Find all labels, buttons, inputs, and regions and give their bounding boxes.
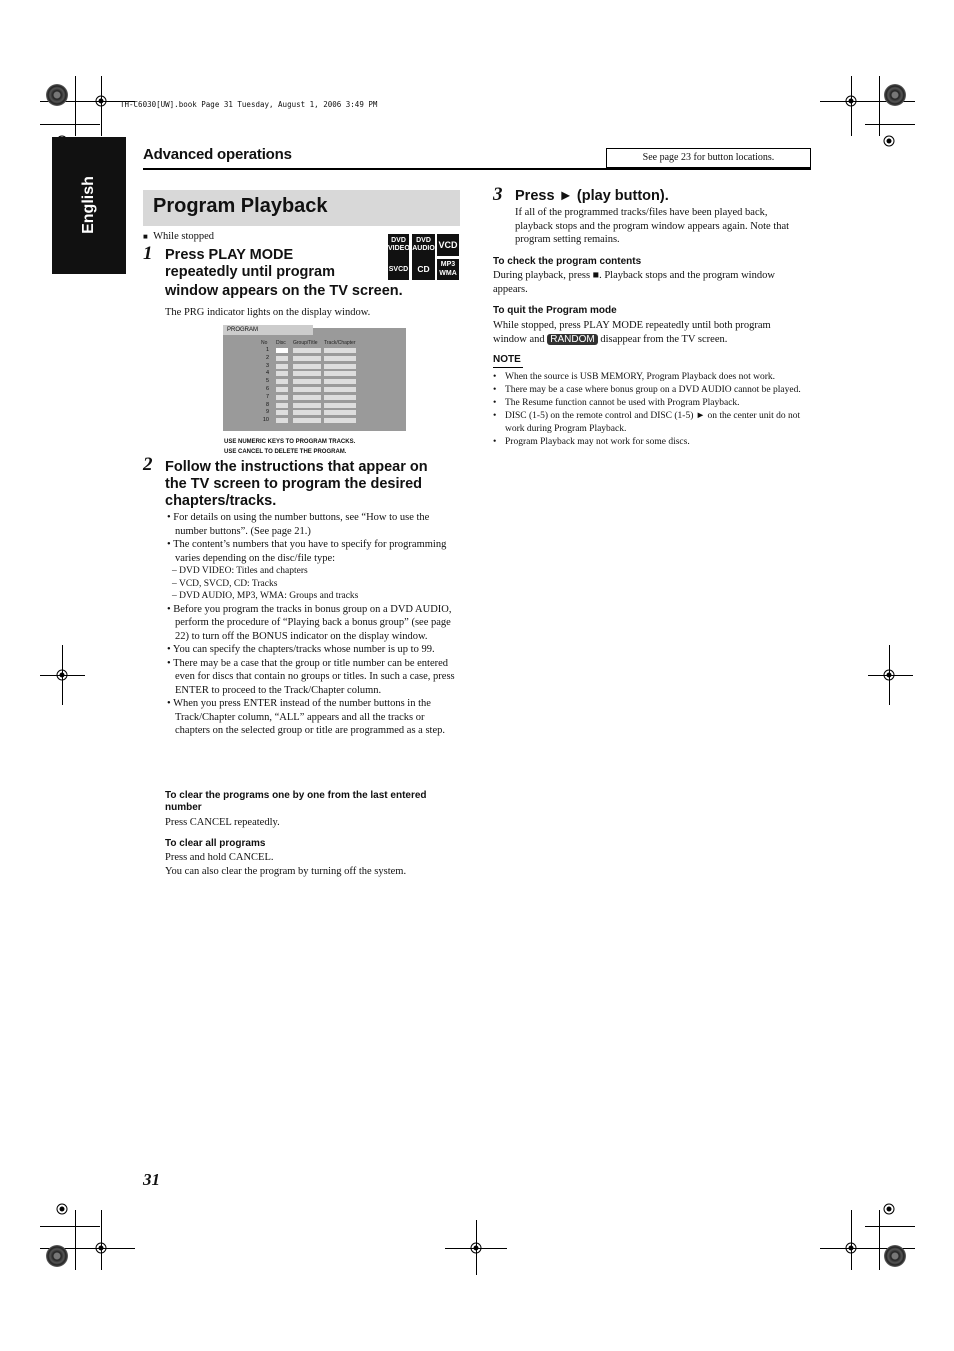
program-row-number: 1 <box>265 347 269 353</box>
note-list <box>493 371 811 449</box>
program-row-number: 3 <box>265 362 269 369</box>
quit-mode-text: While stopped, press PLAY MODE repeatedly until both program window and RANDOM disappear from the TV screen. <box>493 320 771 345</box>
program-cell <box>293 356 321 361</box>
program-cell <box>276 371 288 376</box>
list-item: • The content’s numbers that you have to specify for programming varies depending on the disc/file type: <box>167 539 447 564</box>
crosshair-icon <box>53 666 71 684</box>
program-cell <box>276 387 288 392</box>
program-row-number: 2 <box>265 354 269 361</box>
crosshair-icon <box>880 666 898 684</box>
crosshair-icon <box>467 1239 485 1257</box>
program-cell <box>324 403 356 408</box>
list-item: – DVD VIDEO: Titles and chapters <box>172 566 308 576</box>
program-cell <box>276 348 288 353</box>
clear-one-text: Press CANCEL repeatedly. <box>165 817 280 828</box>
list-item: • You can specify the chapters/tracks whose number is up to 99. <box>167 644 435 655</box>
step2-number: 2 <box>143 454 153 475</box>
crosshair-icon <box>92 92 110 110</box>
program-cell <box>293 379 321 384</box>
print-info: TH-C6030[UW].book Page 31 Tuesday, August 1, 2006 3:49 PM <box>120 100 378 109</box>
program-cell <box>324 387 356 392</box>
step3-heading: Press ► (play button). <box>515 188 669 204</box>
crosshair-icon <box>842 1239 860 1257</box>
precondition-text: While stopped <box>153 231 215 242</box>
program-cell <box>276 403 288 408</box>
badge-svcd: SVCD <box>388 259 409 280</box>
list-item: • Program Playback may not work for some discs. <box>493 437 690 447</box>
badge-dvd-video: DVD VIDEO <box>388 234 409 261</box>
program-row-number: 8 <box>265 401 269 408</box>
program-row-number: 10 <box>262 417 269 424</box>
list-item: • Before you program the tracks in bonus group on a DVD AUDIO, perform the procedure of “Playing back a bonus group” (see page 22) to turn off the BONUS indicator on the display window. <box>167 603 452 642</box>
note-rule <box>493 367 523 368</box>
program-row-number: 5 <box>265 378 269 385</box>
step2-heading: Follow the instructions that appear on the TV screen to program the desired chapters/tracks. <box>165 459 428 509</box>
list-item: • There may be a case that the group or title number can be entered even for discs that contain no groups or titles. In such a case, press ENTER to proceed to the Track/Chapter column. <box>167 657 455 696</box>
program-cell <box>324 348 356 353</box>
step2-bullets <box>165 511 461 738</box>
section-title-box <box>143 190 460 226</box>
page-number: 31 <box>143 1170 160 1189</box>
program-screen-captions <box>224 437 355 457</box>
check-contents-heading: To check the program contents <box>493 256 642 267</box>
step1-number: 1 <box>143 243 153 264</box>
program-cell <box>276 395 288 400</box>
program-cell <box>276 379 288 384</box>
clear-all-heading: To clear all programs <box>165 838 266 849</box>
program-cell <box>324 379 356 384</box>
col-group: Group/Title <box>293 340 318 346</box>
program-cell <box>324 371 356 376</box>
program-row-number: 4 <box>265 370 269 377</box>
precondition <box>143 230 214 244</box>
step1-heading: Press PLAY MODE repeatedly until program window appears on the TV screen. <box>165 247 403 299</box>
header-rule <box>143 168 811 170</box>
clear-all-text2: You can also clear the program by turning off the system. <box>165 866 407 877</box>
badge-cd: CD <box>412 259 435 280</box>
language-tab-label: English <box>80 176 97 234</box>
crosshair-icon <box>53 1200 71 1218</box>
list-item: – DVD AUDIO, MP3, WMA: Groups and tracks <box>172 591 359 601</box>
program-cell <box>324 418 356 423</box>
clear-one-heading: To clear the programs one by one from the last entered number <box>165 790 427 813</box>
program-cell <box>293 387 321 392</box>
list-item: • When you press ENTER instead of the number buttons in the Track/Chapter column, “ALL” appears and all the tracks or chapters on the selected group or title are programmed as a step. <box>167 698 445 736</box>
program-cell <box>324 364 356 369</box>
caption-1: USE NUMERIC KEYS TO PROGRAM TRACKS. <box>224 439 356 445</box>
program-cell <box>293 395 321 400</box>
registration-disc-icon <box>46 1245 68 1267</box>
list-item: • When the source is USB MEMORY, Program Playback does not work. <box>493 372 776 382</box>
crosshair-icon <box>842 92 860 110</box>
see-page-note: See page 23 for button locations. <box>606 148 811 168</box>
program-cell <box>293 403 321 408</box>
list-item: • For details on using the number buttons, see “How to use the number buttons”. (See page 21.) <box>167 512 430 537</box>
check-contents-text: During playback, press ■. Playback stops and the program window appears. <box>493 270 775 295</box>
program-cell <box>276 410 288 415</box>
clear-all-text1: Press and hold CANCEL. <box>165 852 274 863</box>
program-cell <box>293 410 321 415</box>
running-head: Advanced operations <box>143 146 292 163</box>
section-title: Program Playback <box>153 195 328 217</box>
list-item: • The Resume function cannot be used with Program Playback. <box>493 398 740 408</box>
program-cell <box>276 364 288 369</box>
program-cell <box>293 371 321 376</box>
registration-disc-icon <box>884 84 906 106</box>
badge-dvd-audio: DVD AUDIO <box>412 234 435 261</box>
program-cell <box>324 395 356 400</box>
registration-disc-icon <box>884 1245 906 1267</box>
program-cell <box>276 356 288 361</box>
list-item: • DISC (1-5) on the remote control and DISC (1-5) ► on the center unit do not work during Program Playback. <box>493 411 801 434</box>
program-screen-illustration <box>223 328 406 431</box>
badge-vcd: VCD <box>437 234 459 256</box>
list-item: – VCD, SVCD, CD: Tracks <box>172 578 278 589</box>
step3-text: If all of the programmed tracks/files have been played back, playback stops and the program window appears again. Note that program setting remains. <box>515 207 790 245</box>
quit-mode-heading: To quit the Program mode <box>493 305 617 316</box>
stop-square-icon: ■ <box>143 232 148 241</box>
program-tab-label: PROGRAM <box>223 325 313 335</box>
program-row-number: 6 <box>265 386 269 392</box>
program-row-number: 7 <box>265 393 269 400</box>
col-no: No <box>261 340 268 346</box>
note-heading: NOTE <box>493 354 521 365</box>
col-disc: Disc <box>276 340 286 346</box>
language-tab <box>52 137 126 274</box>
step3-number: 3 <box>493 184 503 205</box>
list-item: • There may be a case where bonus group on a DVD AUDIO cannot be played. <box>493 385 801 395</box>
random-indicator: RANDOM <box>547 334 597 345</box>
step1-note: The PRG indicator lights on the display window. <box>165 307 371 318</box>
crosshair-icon <box>92 1239 110 1257</box>
badge-mp3-wma: MP3 WMA <box>437 259 459 280</box>
caption-2: USE CANCEL TO DELETE THE PROGRAM. <box>224 449 347 455</box>
registration-disc-icon <box>46 84 68 106</box>
program-cell <box>293 364 321 369</box>
program-cell <box>324 410 356 415</box>
program-cell <box>276 418 288 423</box>
program-cell <box>324 356 356 361</box>
program-row-number: 9 <box>265 409 269 416</box>
program-cell <box>293 348 321 353</box>
crosshair-icon <box>880 132 898 150</box>
col-track: Track/Chapter <box>324 340 356 346</box>
crosshair-icon <box>880 1200 898 1218</box>
program-cell <box>293 418 321 423</box>
